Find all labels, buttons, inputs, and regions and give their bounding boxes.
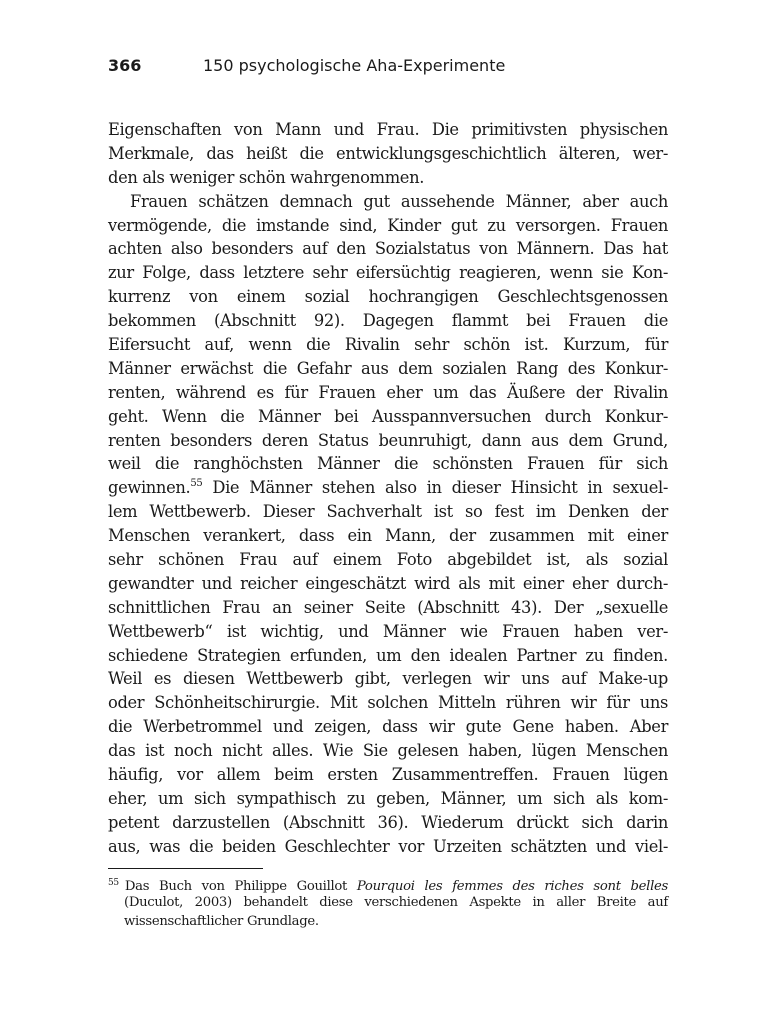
text-line: achten also besonders auf den Sozialstatus von Männern. Das hat [108,239,668,259]
text-line: lem Wettbewerb. Dieser Sachverhalt ist so fest im Denken der [108,502,668,522]
text-segment: gewinnen. [108,478,191,498]
text-line: schiedene Strategien erfunden, um den idealen Partner zu finden. [108,645,668,665]
running-title: 150 psychologische Aha-Experimente [203,56,506,75]
page-number: 366 [108,56,142,75]
text-line: geht. Wenn die Männer bei Ausspannversuchen durch Konkur- [108,406,668,426]
text-segment: Die Männer stehen also in dieser Hinsicht in sexuel- [202,478,668,498]
text-line: Merkmale, das heißt die entwicklungsgeschichtlich älteren, wer- [108,143,668,163]
text-line: Menschen verankert, dass ein Mann, der zusammen mit einer [108,526,668,546]
footnote [108,874,668,931]
footnote-line: (Duculot, 2003) behandelt diese verschiedenen Aspekte in aller Breite auf [124,895,668,910]
text-line: Männer erwächst die Gefahr aus dem sozialen Rang des Konkur- [108,358,668,378]
text-line: vermögende, die imstande sind, Kinder gut zu versorgen. Frauen [108,215,668,235]
text-line: eher, um sich sympathisch zu geben, Männer, um sich als kom- [108,788,668,808]
text-line: die Werbetrommel und zeigen, dass wir gute Gene haben. Aber [108,717,668,737]
text-line: bekommen (Abschnitt 92). Dagegen flammt bei Frauen die [108,311,668,331]
footnote-line: wissenschaftlicher Grundlage. [124,914,319,929]
text-line: oder Schönheitschirurgie. Mit solchen Mitteln rühren wir für uns [108,693,668,713]
text-line: gewandter und reicher eingeschätzt wird als mit einer eher durch- [108,573,668,593]
footnote-line [108,874,668,893]
text-line: Eigenschaften von Mann und Frau. Die primitivsten physischen [108,120,668,139]
text-line: das ist noch nicht alles. Wie Sie gelesen haben, lügen Menschen [108,741,668,761]
text-line: zur Folge, dass letztere sehr eifersüchtig reagieren, wenn sie Kon- [108,263,668,283]
text-line: den als weniger schön wahrgenommen. [108,167,425,187]
footnote-number: 55 [108,878,119,888]
text-line: renten, während es für Frauen eher um das Äußere der Rivalin [108,382,668,402]
text-line: kurrenz von einem sozial hochrangigen Geschlechtsgenossen [108,287,668,307]
footnote-book-title: Pourquoi les femmes des riches sont belles [356,879,668,894]
text-line: schnittlichen Frau an seiner Seite (Abschnitt 43). Der „sexuelle [108,597,668,617]
text-line: sehr schönen Frau auf einem Foto abgebildet ist, als sozial [108,550,668,570]
body-text [108,118,668,859]
running-header [108,56,668,84]
text-line: Wettbewerb“ ist wichtig, und Männer wie Frauen haben ver- [108,621,668,641]
text-line: weil die ranghöchsten Männer die schönsten Frauen für sich [108,454,668,474]
text-line: häufig, vor allem beim ersten Zusammentreffen. Frauen lügen [108,765,668,785]
text-line: aus, was die beiden Geschlechter vor Urzeiten schätzten und viel- [108,836,668,856]
text-line-with-footnote [108,476,668,500]
text-line: petent darzustellen (Abschnitt 36). Wiederum drückt sich darin [108,812,668,832]
text-line: renten besonders deren Status beunruhigt, dann aus dem Grund, [108,430,668,450]
footnote-divider [108,868,263,869]
footnote-text: Das Buch von Philippe Gouillot [124,879,357,894]
text-line: Weil es diesen Wettbewerb gibt, verlegen wir uns auf Make-up [108,669,668,689]
footnote-reference[interactable]: 55 [190,478,203,490]
text-line: Eifersucht auf, wenn die Rivalin sehr schön ist. Kurzum, für [108,335,668,355]
text-line: Frauen schätzen demnach gut aussehende Männer, aber auch [130,191,668,211]
